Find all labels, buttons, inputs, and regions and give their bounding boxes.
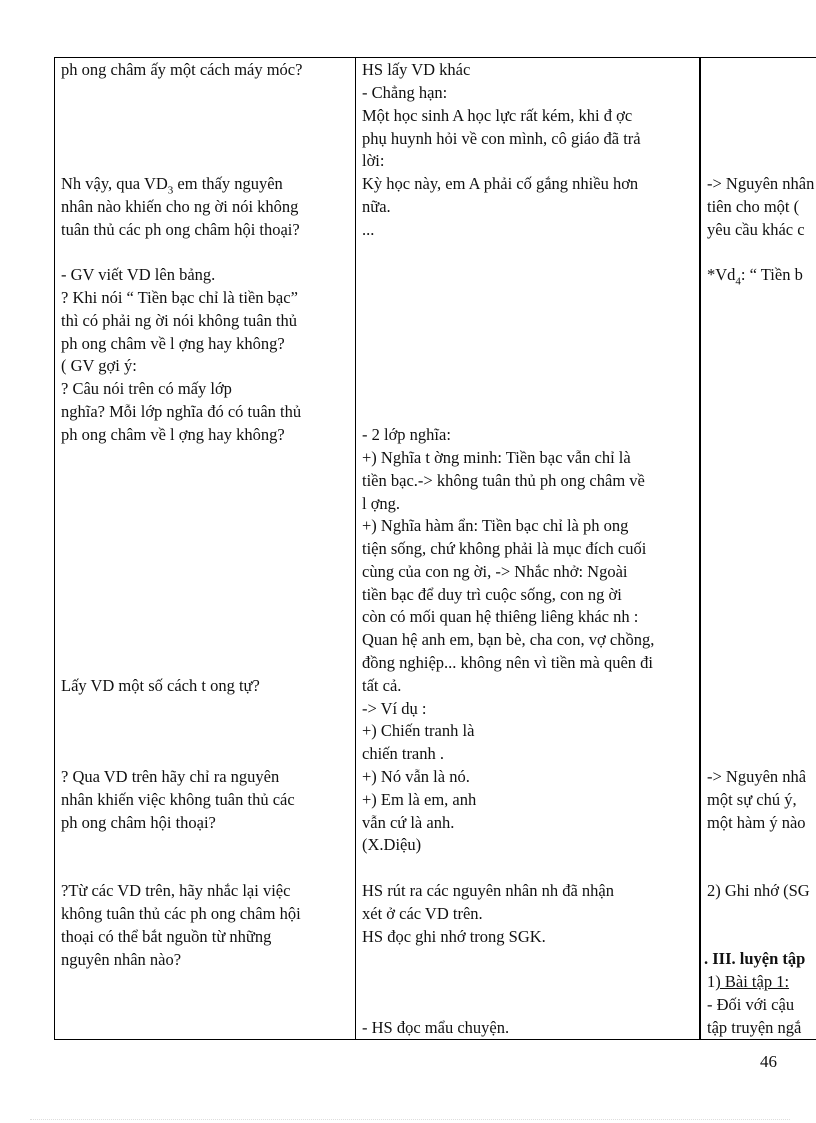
text-line: thì có phải ng ời nói không tuân thủ xyxy=(61,311,298,330)
content-column-text xyxy=(702,57,816,1040)
text-line: Kỳ học này, em A phải cố gắng nhiều hơn xyxy=(362,174,639,193)
text-line: tập truyện ngắ xyxy=(707,1018,802,1037)
text-line: +) Nó vẫn là nó. xyxy=(362,767,470,786)
text-line: ... xyxy=(362,220,375,239)
footer-divider xyxy=(30,1119,790,1120)
text-line: chiến tranh . xyxy=(362,744,445,763)
text-line: ( GV gợi ý: xyxy=(61,356,137,375)
text-line: xét ở các VD trên. xyxy=(362,904,483,923)
text-line: cùng của con ng ời, -> Nhắc nhở: Ngoài xyxy=(362,562,628,581)
text-line: ? Qua VD trên hãy chỉ ra nguyên xyxy=(61,767,280,786)
text-line: Một học sinh A học lực rất kém, khi đ ợc xyxy=(362,106,633,125)
text-line: nữa. xyxy=(362,197,391,216)
text-line: HS đọc ghi nhớ trong SGK. xyxy=(362,927,546,946)
text-line: một hàm ý nào xyxy=(707,813,806,832)
page-number: 46 xyxy=(760,1052,777,1071)
text-line: +) Chiến tranh là xyxy=(362,721,475,740)
text-line: còn có mối quan hệ thiêng liêng khác nh : xyxy=(362,607,639,626)
text-line: yêu cầu khác c xyxy=(707,220,805,239)
text-line: Lấy VD một số cách t ong tự? xyxy=(61,676,260,695)
text-line: +) Nghĩa t ờng minh: Tiền bạc vẫn chỉ là xyxy=(362,448,631,467)
text-line: - 2 lớp nghĩa: xyxy=(362,425,451,444)
text-line: ph ong châm về l ợng hay không? xyxy=(61,334,285,353)
text-line: tiền bạc.-> không tuân thủ ph ong châm về xyxy=(362,471,645,490)
text-line: nghĩa? Mỗi lớp nghĩa đó có tuân thủ xyxy=(61,402,302,421)
text-line: - Chẳng hạn: xyxy=(362,83,448,102)
text-line: thoại có thể bắt nguồn từ những xyxy=(61,927,272,946)
text-line: không tuân thủ các ph ong châm hội xyxy=(61,904,301,923)
text-line: nguyên nhân nào? xyxy=(61,950,182,969)
text-line: 2) Ghi nhớ (SG xyxy=(707,881,810,900)
text-line: ph ong châm ấy một cách máy móc? xyxy=(61,60,303,79)
text-line: vẫn cứ là anh. xyxy=(362,813,455,832)
text-line: (X.Diệu) xyxy=(362,835,422,854)
text-line: -> Nguyên nhân xyxy=(707,174,815,193)
text-line: - GV viết VD lên bảng. xyxy=(61,265,216,284)
text-line: ? Câu nói trên có mấy lớp xyxy=(61,379,232,398)
text-line: tiện sống, chứ không phải là mục đích cuối xyxy=(362,539,647,558)
text-line: - Đối với cậu xyxy=(707,995,795,1014)
text-line: HS rút ra các nguyên nhân nh đã nhận xyxy=(362,881,615,900)
text-line: Quan hệ anh em, bạn bè, cha con, vợ chồng, xyxy=(362,630,655,649)
text-line: Nh vậy, qua $VD_3$ em thấy nguyên xyxy=(61,174,283,197)
text-line: lời: xyxy=(362,151,385,170)
text-line: tiên cho một ( xyxy=(707,197,800,216)
text-line: tất cả. xyxy=(362,676,402,695)
text-line: l ợng. xyxy=(362,494,401,513)
text-line: HS lấy VD khác xyxy=(362,60,471,79)
text-line: tuân thủ các ph ong châm hội thoại? xyxy=(61,220,300,239)
text-line: nhân nào khiến cho ng ời nói không xyxy=(61,197,299,216)
text-line: -> Ví dụ : xyxy=(362,699,427,718)
text-line: nhân khiến việc không tuân thủ các xyxy=(61,790,295,809)
text-line: một sự chú ý, xyxy=(707,790,797,809)
text-line: ? Khi nói “ Tiền bạc chỉ là tiền bạc” xyxy=(61,288,298,307)
text-line: - HS đọc mẩu chuyện. xyxy=(362,1018,510,1037)
text-line: ?Từ các VD trên, hãy nhắc lại việc xyxy=(61,881,291,900)
text-line: ph ong châm về l ợng hay không? xyxy=(61,425,285,444)
text-line: +) Nghĩa hàm ẩn: Tiền bạc chỉ là ph ong xyxy=(362,516,629,535)
text-line: phụ huynh hỏi về con mình, cô giáo đã trả xyxy=(362,129,641,148)
text-line: $*Vd_4$: “ Tiền b xyxy=(707,265,803,288)
text-line: 1) Bài tập 1: xyxy=(707,972,790,991)
text-line: ph ong châm hội thoại? xyxy=(61,813,216,832)
text-line: -> Nguyên nhâ xyxy=(707,767,807,786)
text-line: +) Em là em, anh xyxy=(362,790,477,809)
text-line: đồng nghiệp... không nên vì tiền mà quên đi xyxy=(362,653,653,672)
section-heading: . III. luyện tập xyxy=(704,949,806,968)
text-line: tiền bạc để duy trì cuộc sống, con ng ời xyxy=(362,585,622,604)
